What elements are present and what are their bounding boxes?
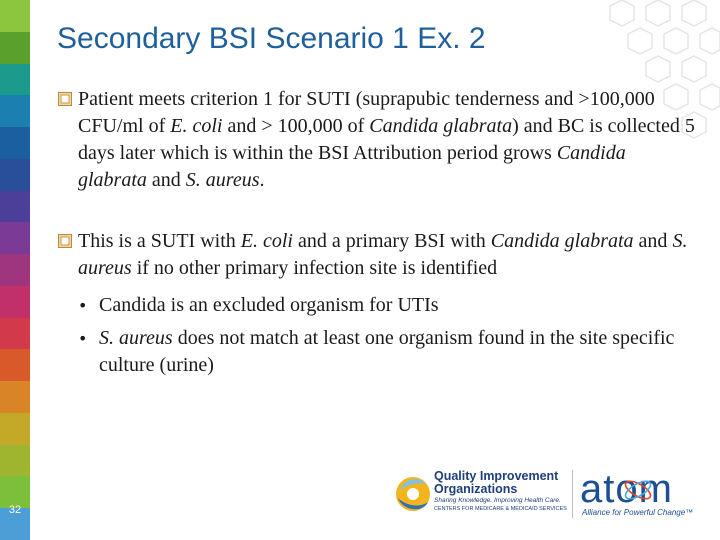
atom-orbit-icon xyxy=(622,474,654,506)
bullet-dot-icon: • xyxy=(78,329,88,348)
qio-logo xyxy=(390,466,570,526)
italic-run: Candida glabrata xyxy=(369,115,513,137)
text-run: does not match at least one organism found in the site specific culture (urine) xyxy=(99,327,675,376)
stripe-band xyxy=(0,191,30,223)
qio-globe-icon xyxy=(394,470,432,516)
text-run: . xyxy=(259,169,265,191)
sub-bullet-2 xyxy=(56,325,696,379)
text-run: and xyxy=(146,169,186,191)
italic-run: S. aureus xyxy=(185,169,260,191)
italic-run: S. aureus xyxy=(78,230,688,279)
stripe-band xyxy=(0,413,30,445)
italic-run: S. aureus xyxy=(99,327,173,349)
text-run: Candida is an excluded organism for UTIs xyxy=(99,294,439,316)
atom-wordmark: atom xyxy=(580,467,673,511)
stripe-band xyxy=(0,0,30,32)
stripe-band xyxy=(0,381,30,413)
qio-cms-line: CENTERS FOR MEDICARE & MEDICAID SERVICES xyxy=(434,506,567,512)
stripe-band xyxy=(0,318,30,350)
page-number: 32 xyxy=(8,504,22,516)
qio-name-line1: Quality Improvement xyxy=(434,469,559,483)
bullet-dot-icon: • xyxy=(78,296,88,315)
bullet-square-icon xyxy=(58,92,72,106)
bullet-paragraph-text xyxy=(78,88,695,191)
logo-divider xyxy=(572,470,573,518)
sub-bullet-text xyxy=(99,327,674,376)
text-run: This is a SUTI with xyxy=(78,230,241,252)
italic-run: E. coli xyxy=(240,230,293,252)
stripe-band xyxy=(0,159,30,191)
stripe-band xyxy=(0,95,30,127)
sub-bullet-1 xyxy=(56,292,696,319)
left-color-stripe xyxy=(0,0,30,540)
text-run: and > 100,000 of xyxy=(222,115,370,137)
stripe-band xyxy=(0,254,30,286)
italic-run: Candida glabrata xyxy=(78,142,626,191)
text-run: if no other primary infection site is identified xyxy=(131,257,498,279)
sub-bullet-list xyxy=(56,292,696,379)
text-run: ) and BC is collected 5 days later which is within the BSI Attribution period grows xyxy=(78,115,695,164)
text-run: and xyxy=(633,230,673,252)
stripe-band xyxy=(0,222,30,254)
stripe-band xyxy=(0,286,30,318)
qio-name xyxy=(434,470,574,496)
stripe-band xyxy=(0,32,30,64)
atom-tagline: Alliance for Powerful Change™ xyxy=(582,508,694,517)
atom-logo xyxy=(580,468,700,518)
stripe-band xyxy=(0,349,30,381)
bullet-paragraph-1 xyxy=(56,86,696,194)
qio-name-line2: Organizations xyxy=(434,482,518,496)
bullet-paragraph-2 xyxy=(56,228,696,282)
stripe-band xyxy=(0,127,30,159)
bullet-square-icon xyxy=(58,234,72,248)
text-run: Patient meets criterion 1 for SUTI (suprapubic tenderness and >100,000 CFU/ml of xyxy=(78,88,655,137)
italic-run: E. coli xyxy=(170,115,223,137)
stripe-band xyxy=(0,445,30,477)
italic-run: Candida glabrata xyxy=(490,230,634,252)
stripe-band xyxy=(0,64,30,96)
qio-tagline: Sharing Knowledge. Improving Health Care. xyxy=(434,497,561,504)
slide-title: Secondary BSI Scenario 1 Ex. 2 xyxy=(57,22,486,55)
sub-bullet-text xyxy=(99,294,439,316)
bullet-paragraph-text xyxy=(78,230,687,279)
slide-body xyxy=(56,86,696,379)
text-run: and a primary BSI with xyxy=(293,230,491,252)
